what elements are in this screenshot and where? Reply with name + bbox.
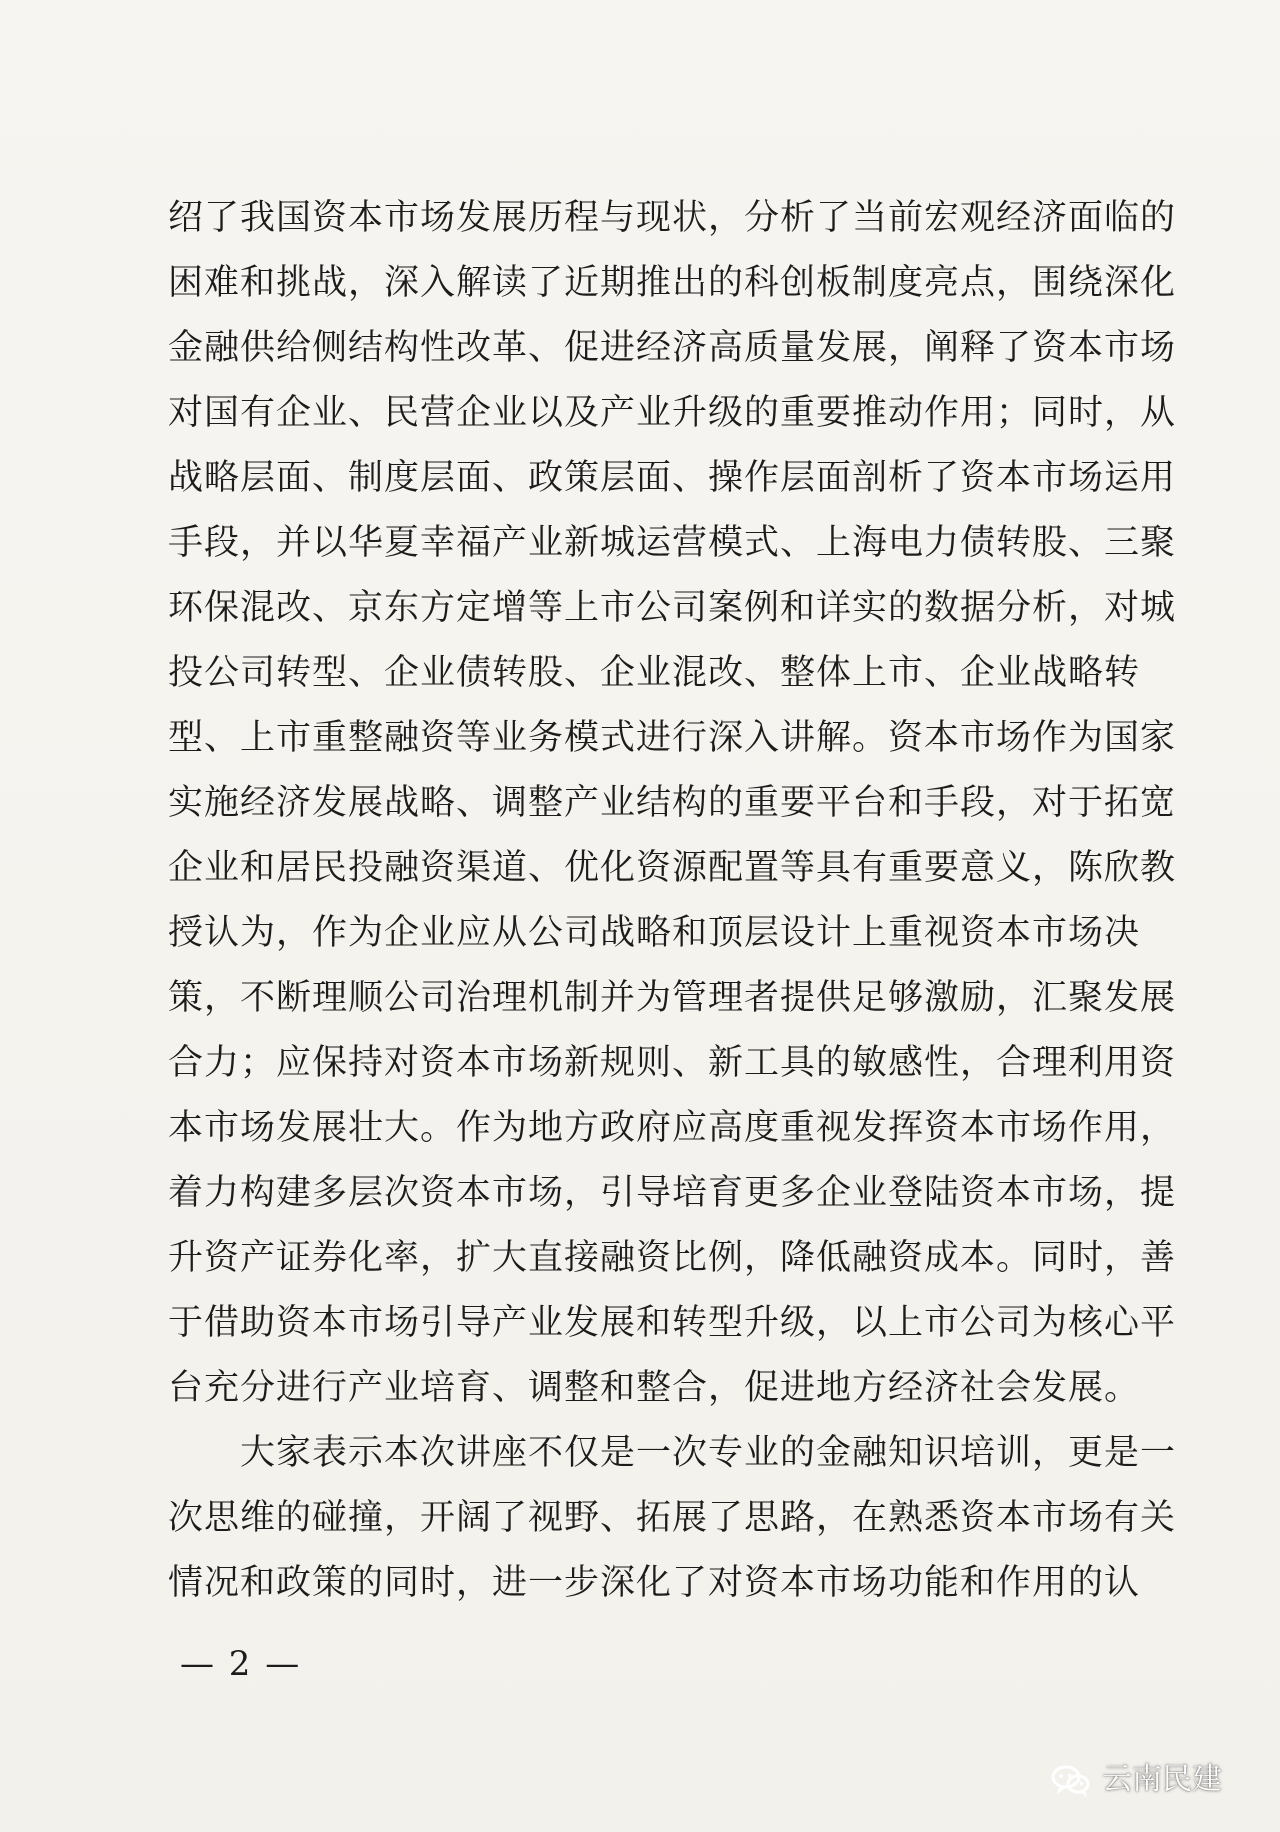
text-line: 情况和政策的同时，进一步深化了对资本市场功能和作用的认 [168,1563,1141,1603]
text-line: 升资产证券化率，扩大直接融资比例，降低融资成本。同时，善 [168,1238,1177,1278]
paragraph-start-line: 大家表示本次讲座不仅是一次专业的金融知识培训，更是一 [240,1433,1177,1473]
text-line: 投公司转型、企业债转股、企业混改、整体上市、企业战略转 [168,653,1141,693]
text-line: 着力构建多层次资本市场，引导培育更多企业登陆资本市场，提 [168,1173,1177,1213]
text-line: 实施经济发展战略、调整产业结构的重要平台和手段，对于拓宽 [168,783,1177,823]
text-line: 授认为，作为企业应从公司战略和顶层设计上重视资本市场决 [168,913,1141,953]
text-line: 绍了我国资本市场发展历程与现状，分析了当前宏观经济面临的 [168,198,1177,238]
text-line: 策，不断理顺公司治理机制并为管理者提供足够激励，汇聚发展 [168,978,1177,1018]
text-line: 困难和挑战，深入解读了近期推出的科创板制度亮点，围绕深化 [168,263,1177,303]
text-line: 本市场发展壮大。作为地方政府应高度重视发挥资本市场作用， [168,1108,1177,1148]
text-line: 战略层面、制度层面、政策层面、操作层面剖析了资本市场运用 [168,458,1177,498]
body-text [168,186,1177,1616]
watermark-text: 云南民建 [1102,1762,1222,1797]
text-line: 企业和居民投融资渠道、优化资源配置等具有重要意义，陈欣教 [168,848,1177,888]
text-line: 对国有企业、民营企业以及产业升级的重要推动作用；同时，从 [168,393,1177,433]
text-line: 手段，并以华夏幸福产业新城运营模式、上海电力债转股、三聚 [168,523,1177,563]
source-watermark [1050,1762,1222,1798]
text-line: 次思维的碰撞，开阔了视野、拓展了思路，在熟悉资本市场有关 [168,1498,1177,1538]
text-line: 环保混改、京东方定增等上市公司案例和详实的数据分析，对城 [168,588,1177,628]
text-line: 金融供给侧结构性改革、促进经济高质量发展，阐释了资本市场 [168,328,1177,368]
text-line: 合力；应保持对资本市场新规则、新工具的敏感性，合理利用资 [168,1043,1177,1083]
text-line: 型、上市重整融资等业务模式进行深入讲解。资本市场作为国家 [168,718,1177,758]
wechat-icon [1050,1762,1092,1798]
text-line: 台充分进行产业培育、调整和整合，促进地方经济社会发展。 [168,1368,1141,1408]
page-number: — 2 — [180,1644,302,1684]
text-line: 于借助资本市场引导产业发展和转型升级，以上市公司为核心平 [168,1303,1177,1343]
